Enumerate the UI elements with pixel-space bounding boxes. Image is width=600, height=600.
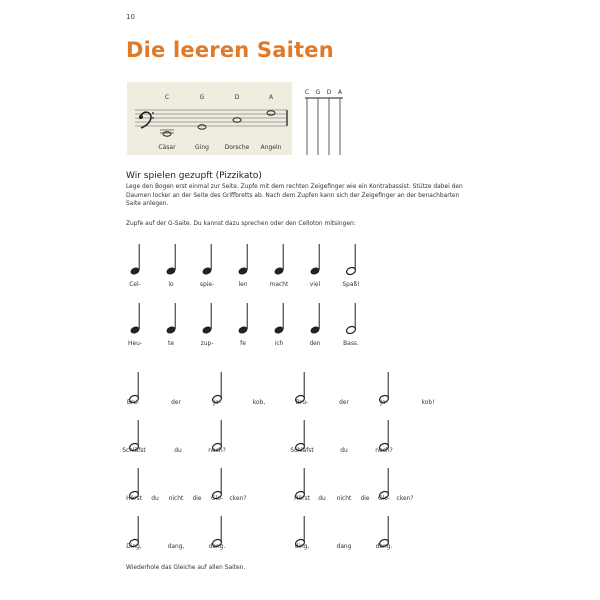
lyric-syllable: Hörst [126, 496, 142, 502]
staff-letter: D [234, 94, 240, 101]
lyric-syllable: te [168, 341, 174, 347]
lyric-syllable: Glo- [377, 496, 391, 502]
lyric-syllable: cken? [229, 496, 247, 502]
staff-letter: A [268, 94, 274, 101]
instruction-text: Zupfe auf der G-Saite. Du kannst dazu sprechen oder den Celloton mitsingen: [126, 221, 356, 227]
quarter-note-icon [309, 243, 323, 277]
lyric-syllable: cken? [396, 496, 414, 502]
quarter-note-icon [273, 243, 287, 277]
intro-paragraph: Lege den Bogen erst einmal zur Seite. Zupfe mit dem rechten Zeigefinger wie ein Kontrabassist. Stütze dabei den Daumen locker an der Seite des Griffbretts ab. Nach dem Zupfen kann sich der Zeigefinger an der benachbarten Saite anlegen. [126, 184, 463, 208]
staff-letter: C [164, 94, 170, 101]
lyric-syllable: viel [309, 282, 321, 288]
lyric-syllable: die [360, 496, 370, 502]
lyric-syllable: len [238, 282, 248, 288]
lyric-syllable: ich [274, 341, 284, 347]
bass-clef-icon [139, 112, 154, 128]
string-letter: A [337, 89, 343, 96]
quarter-note-icon [201, 243, 215, 277]
lyric-syllable: Spaß! [342, 282, 360, 288]
lyric-syllable: Ding, [126, 544, 142, 550]
note-g [198, 125, 206, 129]
lyric-syllable: Glo- [210, 496, 224, 502]
lyric-syllable: noch? [208, 448, 226, 454]
lyric-syllable: du [318, 496, 326, 502]
lyric-syllable: den [309, 341, 321, 347]
lyric-syllable: Bass. [343, 341, 359, 347]
lyric-syllable: dong. [375, 544, 393, 550]
lyric-syllable: Ja- [380, 400, 388, 406]
lyric-syllable: Hörst [294, 496, 310, 502]
quarter-note-icon [165, 243, 179, 277]
quarter-note-icon [129, 243, 143, 277]
fingerboard-diagram [301, 90, 346, 155]
lyric-syllable: du [151, 496, 159, 502]
lyric-syllable: der [171, 400, 181, 406]
lyric-syllable: ding, [294, 544, 310, 550]
lyric-syllable: Schläfst [122, 448, 146, 454]
lyric-syllable: Heu- [128, 341, 142, 347]
lyric-syllable: fe [240, 341, 246, 347]
page-number: 10 [126, 13, 135, 21]
string-letter: D [326, 89, 332, 96]
lyric-syllable: dang [336, 544, 352, 550]
lyric-syllable: dang, [167, 544, 185, 550]
lyric-syllable: Schläfst [290, 448, 314, 454]
quarter-note-icon [201, 302, 215, 336]
lyric-syllable: dong. [208, 544, 226, 550]
quarter-note-icon [129, 302, 143, 336]
staff-word: Cäsar [158, 144, 176, 151]
lyric-syllable: zup- [200, 341, 214, 347]
page-title: Die leeren Saiten [126, 38, 334, 62]
lyric-syllable: die [192, 496, 202, 502]
fingerboard-svg [301, 90, 346, 155]
lyric-syllable: Bru- [126, 400, 140, 406]
quarter-note-icon [237, 302, 251, 336]
staff-letter: G [199, 94, 205, 101]
staff-word: Angeln [260, 144, 282, 151]
note-d [233, 118, 241, 122]
lyric-syllable: du [340, 448, 348, 454]
note-c [163, 132, 171, 136]
footer-text: Wiederhole das Gleiche auf allen Saiten. [126, 565, 246, 571]
quarter-note-icon [273, 302, 287, 336]
open-strings-staff [127, 82, 292, 155]
quarter-note-icon [309, 302, 323, 336]
quarter-note-icon [165, 302, 179, 336]
note-a [267, 111, 275, 115]
lyric-syllable: der [339, 400, 349, 406]
section-heading: Wir spielen gezupft (Pizzikato) [126, 171, 262, 181]
lyric-syllable: Bru- [295, 400, 309, 406]
half-note-icon [345, 243, 359, 277]
lyric-syllable: spie- [199, 282, 215, 288]
staff-word: Ging [195, 144, 209, 151]
lyric-syllable: lo [168, 282, 174, 288]
string-letter: G [315, 89, 321, 96]
lyric-syllable: du [174, 448, 182, 454]
lyric-syllable: macht [269, 282, 289, 288]
lyric-syllable: noch? [375, 448, 393, 454]
lyric-syllable: nicht [336, 496, 352, 502]
lyric-syllable: nicht [168, 496, 184, 502]
lyric-syllable: Ja- [213, 400, 221, 406]
lyric-syllable: kob, [252, 400, 266, 406]
quarter-note-icon [237, 243, 251, 277]
string-letter: C [304, 89, 310, 96]
lyric-syllable: Cel- [129, 282, 141, 288]
staff-word: Dorsche [224, 144, 250, 151]
half-note-icon [345, 302, 359, 336]
lyric-syllable: kob! [421, 400, 435, 406]
